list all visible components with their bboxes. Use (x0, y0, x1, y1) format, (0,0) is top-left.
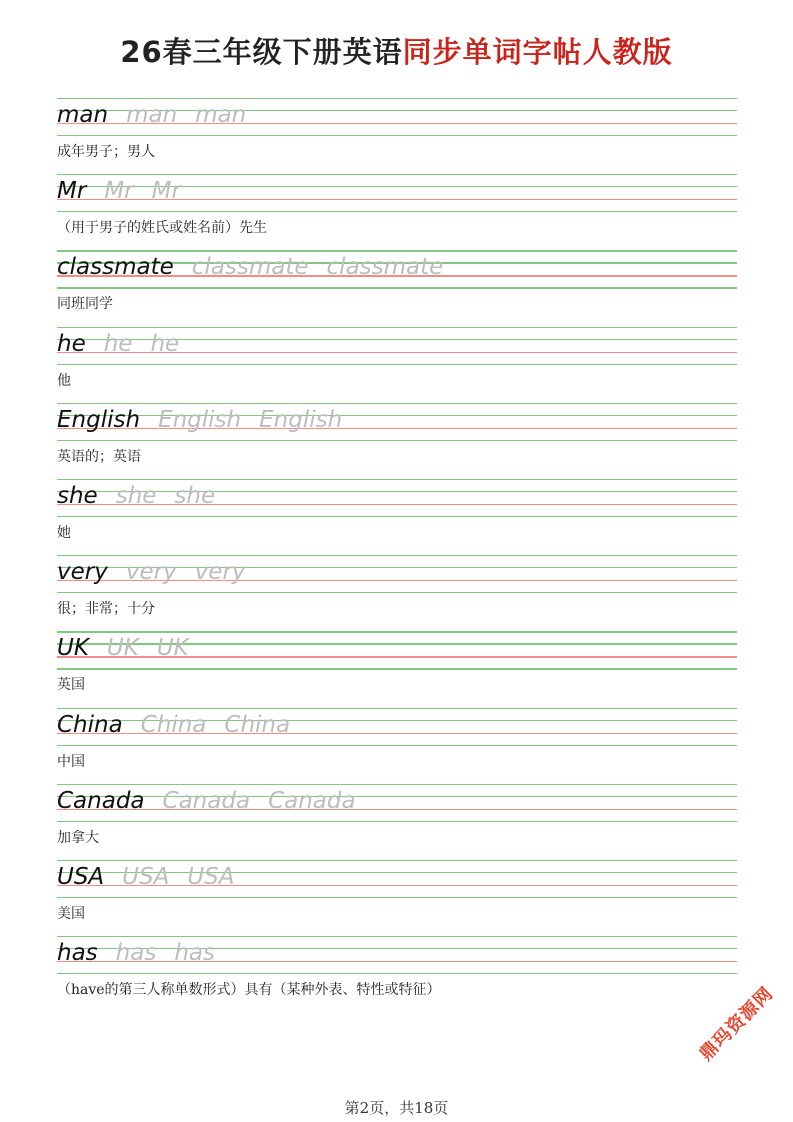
word-trace-text: China (140, 711, 207, 738)
word-trace-text: Canada (162, 787, 251, 814)
page-number: 第2页，共18页 (344, 1099, 449, 1117)
word-trace-text: man (195, 102, 247, 128)
word-meaning: 加拿大 (57, 829, 99, 846)
word-meaning: 很；非常；十分 (57, 601, 155, 618)
word-meaning: 同班同学 (57, 296, 113, 313)
word-entry (0, 323, 793, 399)
word-text: China (57, 711, 123, 738)
word-text: man (57, 102, 109, 128)
guide-line-green (57, 973, 737, 974)
word-entry (0, 246, 793, 322)
guide-line-green (57, 364, 737, 365)
word-row (57, 328, 179, 360)
word-entry (0, 932, 793, 1008)
guide-line-green (57, 668, 737, 669)
guide-line-green (57, 516, 737, 517)
word-trace-text: UK (156, 635, 189, 662)
word-entry (0, 704, 793, 780)
word-trace-text: UK (106, 635, 139, 662)
word-row (57, 632, 189, 664)
title-part-black: 26春三年级下册英语 (120, 35, 403, 69)
word-trace-text: Mr (151, 178, 181, 205)
word-meaning: 中国 (57, 753, 85, 770)
word-row (57, 709, 290, 741)
word-entry (0, 94, 793, 170)
word-trace-text: Mr (104, 178, 134, 205)
word-trace-text: Canada (268, 787, 356, 814)
word-text: she (57, 482, 98, 509)
word-text: USA (57, 863, 105, 890)
word-text: UK (57, 635, 89, 662)
word-row (57, 861, 235, 893)
word-trace-text: very (194, 559, 246, 586)
word-trace-text: English (259, 406, 343, 433)
word-entry (0, 551, 793, 627)
word-trace-text: man (126, 102, 178, 128)
title-part-red: 同步单词字帖人教版 (402, 35, 673, 69)
word-row (57, 785, 356, 817)
word-meaning: 英国 (57, 677, 85, 694)
word-row (57, 556, 246, 588)
guide-line-green (57, 821, 737, 822)
word-trace-text: classmate (191, 254, 309, 281)
word-trace-text: China (224, 711, 291, 738)
word-trace-text: classmate (326, 254, 444, 281)
word-trace-text: has (115, 940, 157, 967)
guide-line-green (57, 211, 737, 212)
word-row (57, 99, 246, 131)
word-row (57, 404, 342, 436)
word-row (57, 175, 181, 207)
word-meaning: 他 (57, 372, 71, 389)
word-entry (0, 170, 793, 246)
word-list (0, 94, 793, 1008)
word-entry (0, 627, 793, 703)
word-text: Mr (57, 178, 87, 205)
word-text: Canada (57, 787, 145, 814)
word-text: classmate (57, 254, 174, 281)
guide-line-green (57, 135, 737, 136)
word-row (57, 937, 215, 969)
word-meaning: （have的第三人称单数形式）具有（某种外表、特性或特征） (57, 982, 441, 999)
word-trace-text: he (150, 330, 180, 357)
word-meaning: 她 (57, 524, 71, 541)
word-trace-text: she (115, 482, 157, 509)
word-trace-text: has (174, 940, 215, 967)
word-row (57, 251, 443, 283)
word-entry (0, 399, 793, 475)
word-text: has (57, 940, 98, 967)
guide-line-green (57, 440, 737, 441)
word-text: English (57, 406, 141, 433)
word-trace-text: she (174, 482, 216, 509)
watermark-stamp: 鼎玛资源网 (695, 983, 778, 1066)
page-title (0, 30, 793, 71)
guide-line-green (57, 287, 737, 288)
word-text: very (57, 559, 108, 586)
word-text: he (57, 330, 86, 357)
word-trace-text: USA (122, 863, 170, 890)
word-trace-text: very (125, 559, 177, 586)
word-trace-text: English (158, 406, 242, 433)
word-meaning: 英语的；英语 (57, 448, 141, 465)
guide-line-green (57, 897, 737, 898)
word-trace-text: USA (187, 863, 235, 890)
word-trace-text: he (103, 330, 133, 357)
word-entry (0, 780, 793, 856)
word-meaning: 美国 (57, 905, 85, 922)
word-entry (0, 856, 793, 932)
word-meaning: 成年男子；男人 (57, 144, 155, 160)
word-entry (0, 475, 793, 551)
guide-line-green (57, 745, 737, 746)
guide-line-green (57, 592, 737, 593)
word-meaning: （用于男子的姓氏或姓名前）先生 (57, 220, 267, 237)
word-row (57, 480, 215, 512)
